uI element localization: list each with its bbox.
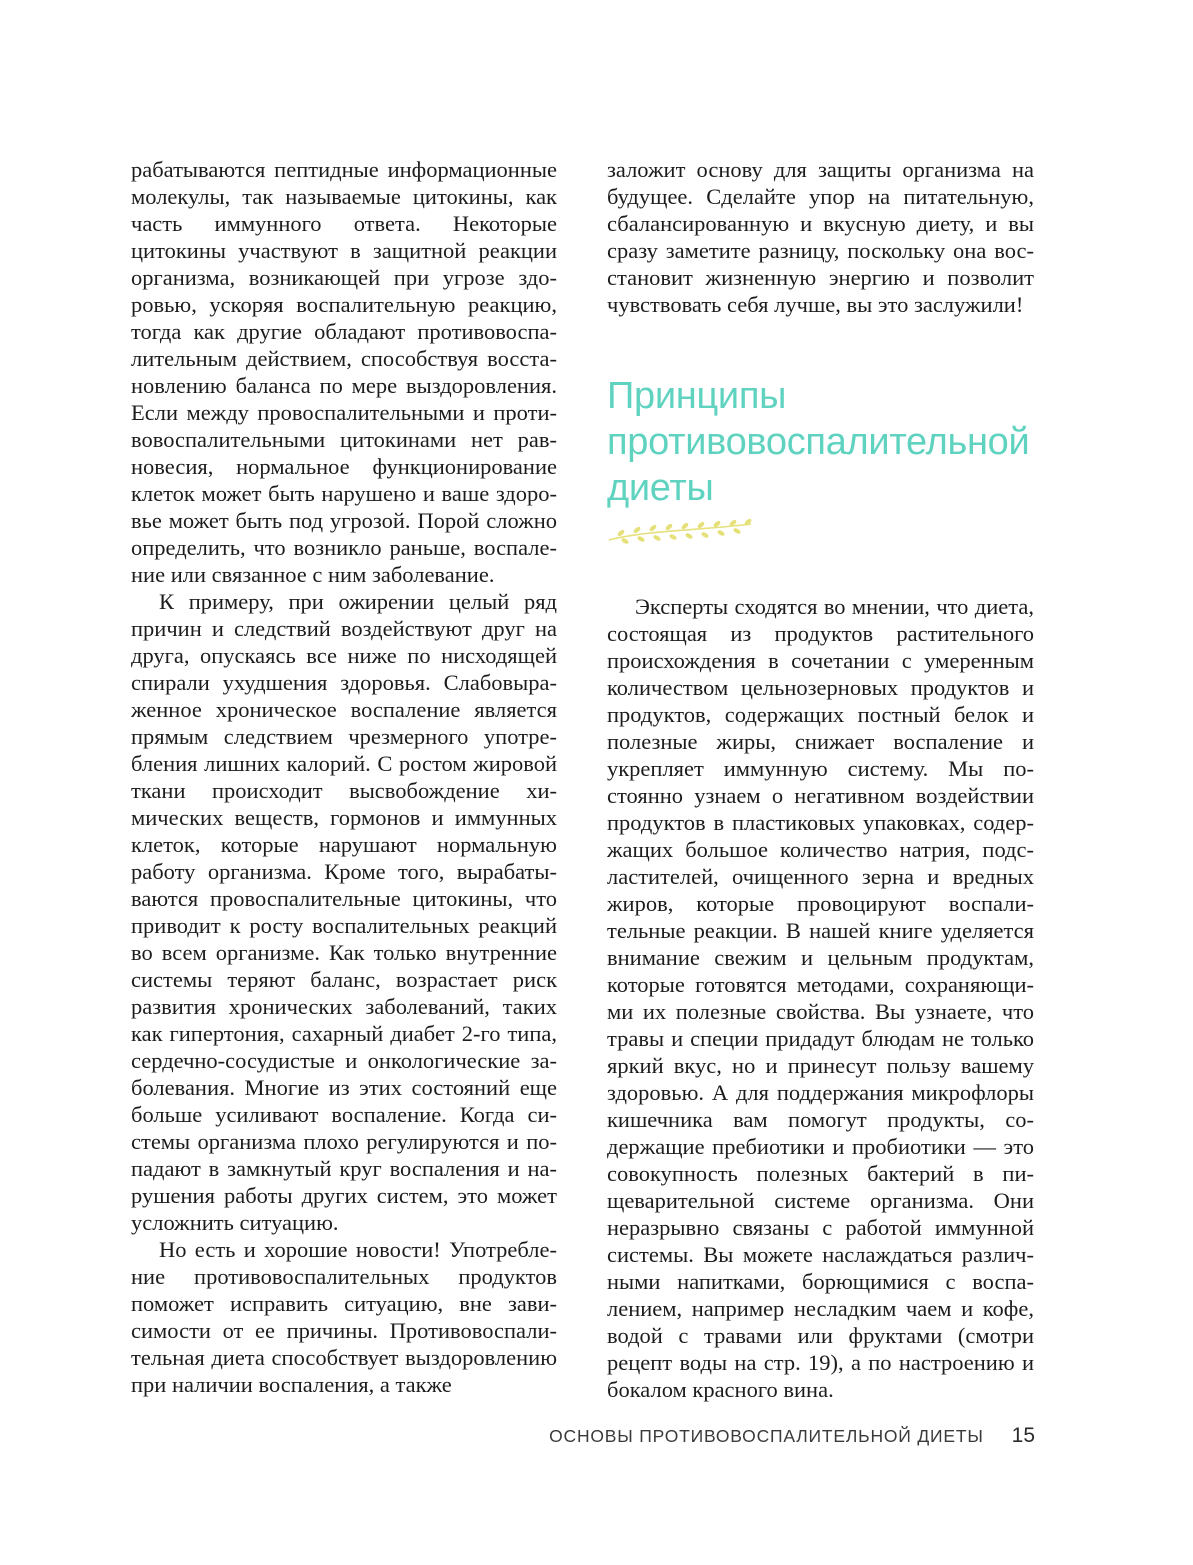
left-column <box>131 156 557 1398</box>
right-column-top <box>607 156 1034 318</box>
page-footer <box>470 1424 1035 1448</box>
page-number: 15 <box>1011 1424 1035 1447</box>
paragraph: Эксперты сходятся во мнении, что диета, состоящая из продуктов растительного происхождения в сочетании с умеренным количеством цельнозерновых продуктов и продуктов, содержащих постный белок и полезные жиры, снижает воспаление и укрепляет иммунную систему. Мы постоянно узнаем о негативном воздействии продуктов в пластиковых упаковках, содержащих большое количество натрия, подсластителей, очищенного зерна и вредных жиров, которые провоцируют воспалительные реакции. В нашей книге уделяется внимание свежим и цельным продуктам, которые готовятся методами, сохраняющими их полезные свойства. Вы узнаете, что травы и специи придадут блюдам не только яркий вкус, но и принесут пользу вашему здоровью. А для поддержания микрофлоры кишечника вам помогут продукты, содержащие пребиотики и пробиотики — это совокупность полезных бактерий в пищеварительной системе организма. Они неразрывно связаны с работой иммунной системы. Вы можете наслаждаться различными напитками, борющимися с воспалением, например несладким чаем и кофе, водой с травами или фруктами (смотри рецепт воды на стр. 19), а по настроению и бокалом красного вина. <box>607 594 1034 1402</box>
paragraph: рабатываются пептидные информационные молекулы, так называемые цитокины, как часть иммунного ответа. Некоторые цитокины участвуют в защитной реакции организма, возникающей при угрозе здоровью, ускоряя воспалительную реакцию, тогда как другие обладают противовоспалительным действием, способствуя восстановлению баланса по мере выздоровления. Если между провоспалительными и противовоспалительными цитокинами нет равновесия, нормальное функционирование клеток может быть нарушено и ваше здоровье может быть под угрозой. Порой сложно определить, что возникло раньше, воспаление или связанное с ним заболевание. <box>131 157 557 587</box>
running-title: ОСНОВЫ ПРОТИВОВОСПАЛИТЕЛЬНОЙ ДИЕТЫ <box>549 1426 984 1446</box>
leaf-vine-icon <box>607 518 753 548</box>
section-heading: Принципы противовоспалительной диеты <box>607 375 1030 509</box>
paragraph: Но есть и хорошие новости! Употребление противовоспалительных продуктов поможет исправить ситуацию, вне зависимости от ее причины. Противовоспалительная диета способствует выздоровлению при наличии воспаления, а также <box>131 1237 557 1397</box>
paragraph: К примеру, при ожирении целый ряд причин и следствий воздействуют друг на друга, опускаясь все ниже по нисходящей спирали ухудшения здоровья. Слабовыраженное хроническое воспаление является прямым следствием чрезмерного употребления лишних калорий. С ростом жировой ткани происходит высвобождение химических веществ, гормонов и иммунных клеток, которые нарушают нормальную работу организма. Кроме того, вырабатываются провоспалительные цитокины, что приводит к росту воспалительных реакций во всем организме. Как только внутренние системы теряют баланс, возрастает риск развития хронических заболеваний, таких как гипертония, сахарный диабет 2-го типа, сердечно-сосудистые и онкологические заболевания. Многие из этих состояний еще больше усиливают воспаление. Когда системы организма плохо регулируются и попадают в замкнутый круг воспаления и нарушения работы других систем, это может усложнить ситуацию. <box>131 589 557 1235</box>
paragraph: заложит основу для защиты организма на будущее. Сделайте упор на питательную, сбалансированную и вкусную диету, и вы сразу заметите разницу, поскольку она восстановит жизненную энергию и позволит чувствовать себя лучше, вы это заслужили! <box>607 157 1034 317</box>
right-column-bottom <box>607 593 1034 1403</box>
